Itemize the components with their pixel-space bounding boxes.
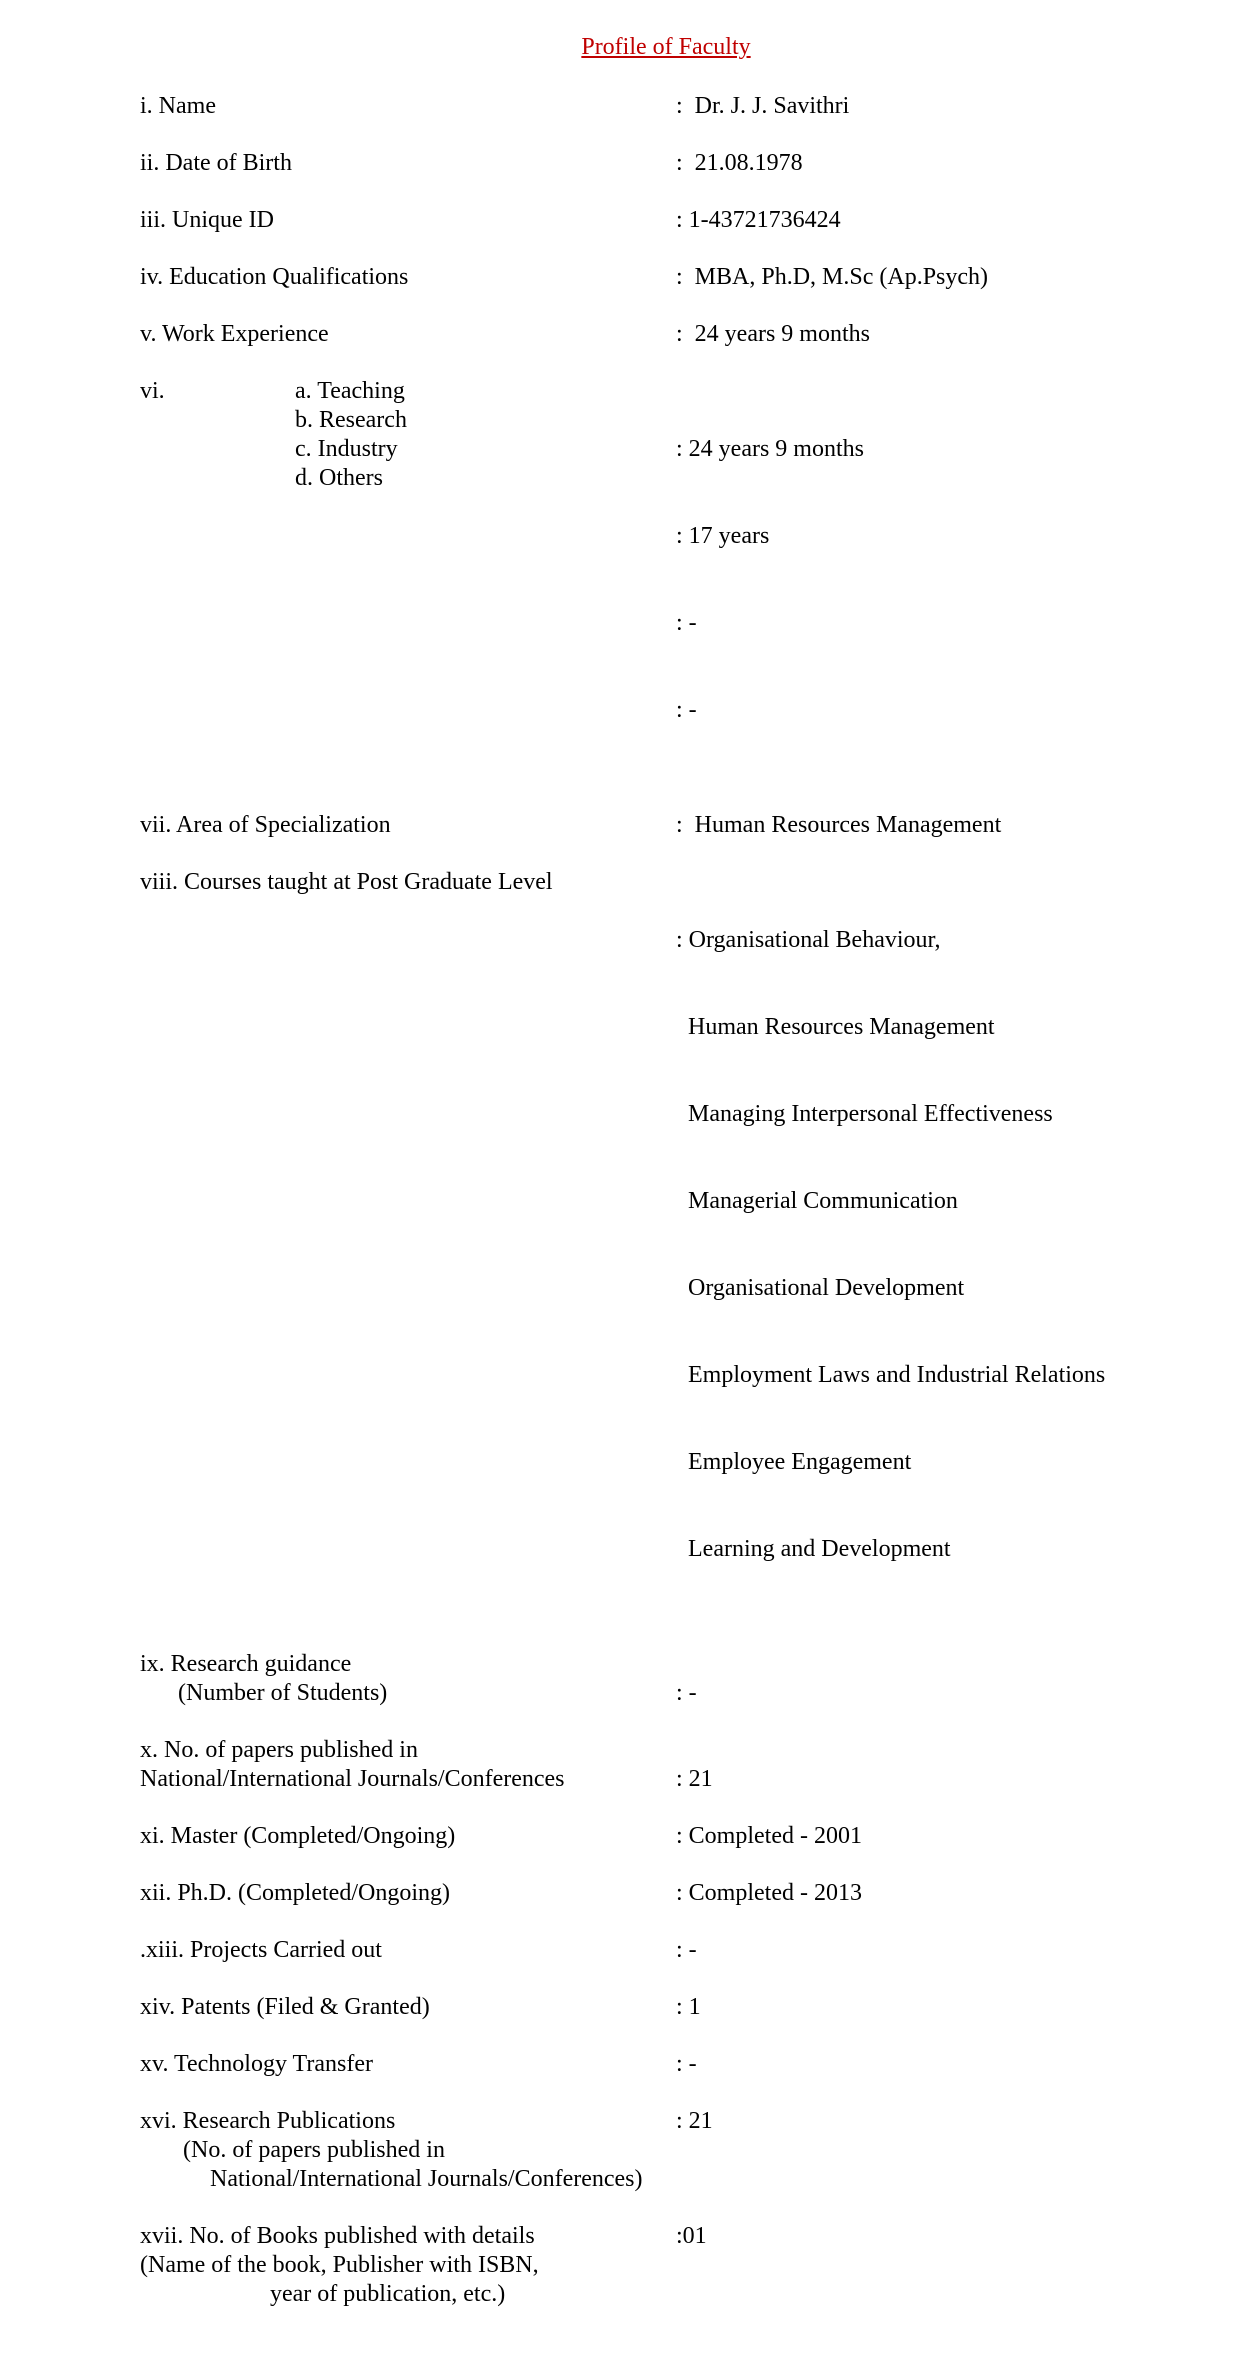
field-label: xiv. Patents (Filed & Granted) bbox=[140, 1994, 430, 2020]
sub-label-teaching: a. Teaching bbox=[295, 378, 405, 404]
label-line-2: National/International Journals/Conferences bbox=[140, 1766, 565, 1792]
roman-numeral: vi. bbox=[140, 378, 165, 404]
field-value: : - bbox=[676, 1937, 697, 1963]
page-title: Profile of Faculty bbox=[581, 34, 751, 60]
field-label bbox=[140, 1736, 676, 1794]
course-line: Employment Laws and Industrial Relations bbox=[688, 1362, 1106, 1388]
field-value: : 21 bbox=[676, 2108, 713, 2134]
field-value: : 1 bbox=[676, 1994, 701, 2020]
field-value: : - bbox=[676, 1680, 697, 1706]
field-label: vii. Area of Specialization bbox=[140, 812, 391, 838]
field-label: xv. Technology Transfer bbox=[140, 2051, 373, 2077]
field-value: : 21.08.1978 bbox=[676, 150, 803, 176]
field-value: : Dr. J. J. Savithri bbox=[676, 93, 850, 119]
field-row-education-qualifications bbox=[140, 263, 1201, 292]
sub-label-others: d. Others bbox=[295, 465, 383, 491]
sub-label-research: b. Research bbox=[295, 407, 407, 433]
field-label: xii. Ph.D. (Completed/Ongoing) bbox=[140, 1880, 450, 1906]
label-line-2: (Name of the book, Publisher with ISBN, bbox=[140, 2252, 539, 2278]
course-line: : Organisational Behaviour, bbox=[676, 927, 941, 953]
field-row-patents bbox=[140, 1993, 1201, 2022]
field-row-technology-transfer bbox=[140, 2050, 1201, 2079]
document-title-wrap bbox=[140, 33, 1192, 62]
field-label bbox=[140, 1650, 676, 1708]
course-line: Managerial Communication bbox=[688, 1188, 958, 1214]
field-value: : Completed - 2013 bbox=[676, 1880, 862, 1906]
field-row-unique-id bbox=[140, 206, 1201, 235]
label-line-1: ix. Research guidance bbox=[140, 1651, 352, 1677]
field-row-area-of-specialization bbox=[140, 811, 1201, 840]
sub-value-others: : - bbox=[676, 697, 697, 723]
field-value: : 24 years 9 months bbox=[676, 321, 870, 347]
course-line: Learning and Development bbox=[688, 1536, 951, 1562]
sub-label-industry: c. Industry bbox=[295, 436, 398, 462]
field-value: : 1-43721736424 bbox=[676, 207, 841, 233]
course-line: Human Resources Management bbox=[688, 1014, 995, 1040]
label-line-1: xvi. Research Publications bbox=[140, 2108, 396, 2134]
label-line-2: (Number of Students) bbox=[178, 1680, 388, 1706]
label-line-3: year of publication, etc.) bbox=[270, 2281, 506, 2307]
field-label: ii. Date of Birth bbox=[140, 150, 292, 176]
course-line: Organisational Development bbox=[688, 1275, 965, 1301]
sub-value-teaching: : 24 years 9 months bbox=[676, 436, 864, 462]
field-value: :01 bbox=[676, 2223, 707, 2249]
field-label: xi. Master (Completed/Ongoing) bbox=[140, 1823, 456, 1849]
field-row-courses-taught-pg bbox=[140, 868, 1201, 1622]
field-label: v. Work Experience bbox=[140, 321, 329, 347]
field-value: : 21 bbox=[676, 1766, 713, 1792]
field-row-projects-carried-out bbox=[140, 1936, 1201, 1965]
field-row-work-experience bbox=[140, 320, 1201, 349]
field-label bbox=[140, 2107, 676, 2194]
field-label: .xiii. Projects Carried out bbox=[140, 1937, 382, 1963]
courses-list bbox=[676, 868, 1201, 1622]
field-value: : Human Resources Management bbox=[676, 812, 1002, 838]
field-label: viii. Courses taught at Post Graduate Level bbox=[140, 869, 553, 895]
field-row-date-of-birth bbox=[140, 149, 1201, 178]
label-line-1: xvii. No. of Books published with details bbox=[140, 2223, 535, 2249]
field-row-research-guidance bbox=[140, 1650, 1201, 1708]
course-line: Managing Interpersonal Effectiveness bbox=[688, 1101, 1053, 1127]
field-value: : - bbox=[676, 2051, 697, 2077]
sub-value-research: : 17 years bbox=[676, 523, 770, 549]
field-row-books-published bbox=[140, 2222, 1201, 2309]
field-value: : Completed - 2001 bbox=[676, 1823, 862, 1849]
label-line-2: (No. of papers published in bbox=[183, 2137, 445, 2163]
label-line-3: National/International Journals/Conferences) bbox=[210, 2166, 643, 2192]
field-row-phd bbox=[140, 1879, 1201, 1908]
sub-value-industry: : - bbox=[676, 610, 697, 636]
field-row-master bbox=[140, 1822, 1201, 1851]
field-row-experience-breakdown bbox=[140, 377, 1201, 783]
field-label: iv. Education Qualifications bbox=[140, 264, 409, 290]
field-row-research-publications bbox=[140, 2107, 1201, 2194]
field-row-papers-published bbox=[140, 1736, 1201, 1794]
field-label bbox=[140, 2222, 676, 2309]
field-label: iii. Unique ID bbox=[140, 207, 274, 233]
experience-breakdown-values bbox=[676, 377, 1201, 783]
label-line-1: x. No. of papers published in bbox=[140, 1737, 418, 1763]
field-row-name bbox=[140, 92, 1201, 121]
experience-breakdown-labels bbox=[140, 377, 676, 783]
field-value: : MBA, Ph.D, M.Sc (Ap.Psych) bbox=[676, 264, 989, 290]
course-line: Employee Engagement bbox=[688, 1449, 912, 1475]
field-label: i. Name bbox=[140, 93, 216, 119]
